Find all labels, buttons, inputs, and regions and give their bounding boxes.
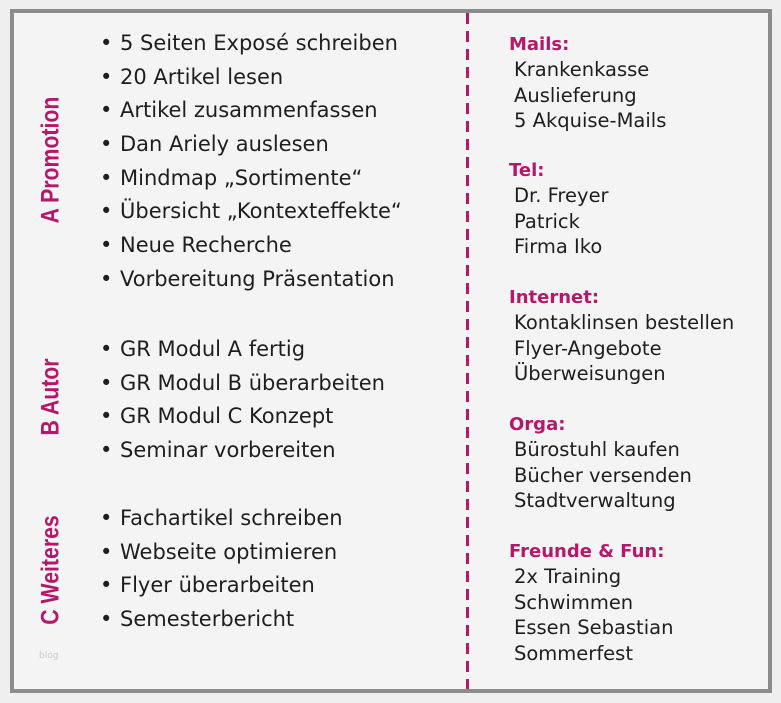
task-item: • GR Modul C Konzept [100,400,385,434]
autor-task-list [100,333,385,468]
group-item: Krankenkasse [514,58,650,81]
group-item: Flyer-Angebote [514,336,662,360]
group-item: Sommerfest [514,641,633,665]
group-orga [509,412,692,514]
group-item: Schwimmen [514,590,634,614]
task-item: • GR Modul B überarbeiten [100,367,385,401]
group-item: 5 Akquise-Mails [514,109,667,132]
task-item: • 5 Seiten Exposé schreiben [100,27,402,61]
promotion-task-list [100,27,402,297]
dashed-divider [466,13,469,689]
task-item: • Dan Ariely auslesen [100,128,402,162]
task-item: • Webseite optimieren [100,536,343,570]
task-item: • Flyer überarbeiten [100,569,343,603]
task-item: • Übersicht „Kontexteffekte“ [100,195,402,229]
task-item: • Vorbereitung Präsentation [100,263,402,297]
task-item: • Seminar vorbereiten [100,434,385,468]
group-heading: Tel: [509,160,545,181]
group-item: Stadtverwaltung [514,489,676,512]
group-freunde-fun [509,539,673,666]
task-item: • 20 Artikel lesen [100,61,402,95]
group-heading: Internet: [509,287,600,308]
group-internet [509,285,734,387]
task-item: • Fachartikel schreiben [100,502,343,536]
section-label-weiteres: C Weiteres [36,515,65,625]
group-item: Essen Sebastian [514,616,674,639]
group-item: Bürostuhl kaufen [514,438,680,461]
section-label-promotion: A Promotion [36,96,65,224]
task-item: • GR Modul A fertig [100,333,385,367]
task-item: • Mindmap „Sortimente“ [100,162,402,196]
group-item: Kontaklinsen bestellen [514,311,735,334]
task-item: • Neue Recherche [100,229,402,263]
group-tel [509,158,609,260]
group-item: Dr. Freyer [514,184,609,207]
group-item: Patrick [514,209,580,233]
group-item: Firma Iko [514,235,603,258]
weiteres-task-list [100,502,343,637]
group-item: Bücher versenden [514,463,692,487]
group-item: Überweisungen [514,362,666,385]
group-heading: Freunde & Fun: [509,541,665,562]
group-heading: Mails: [509,34,570,55]
group-heading: Orga: [509,414,566,435]
group-item: 2x Training [514,565,622,588]
watermark: blog [39,651,59,661]
section-label-autor: B Autor [36,358,65,436]
group-item: Auslieferung [514,83,637,107]
task-item: • Artikel zusammenfassen [100,94,402,128]
group-mails [509,32,666,134]
task-item: • Semesterbericht [100,603,343,637]
